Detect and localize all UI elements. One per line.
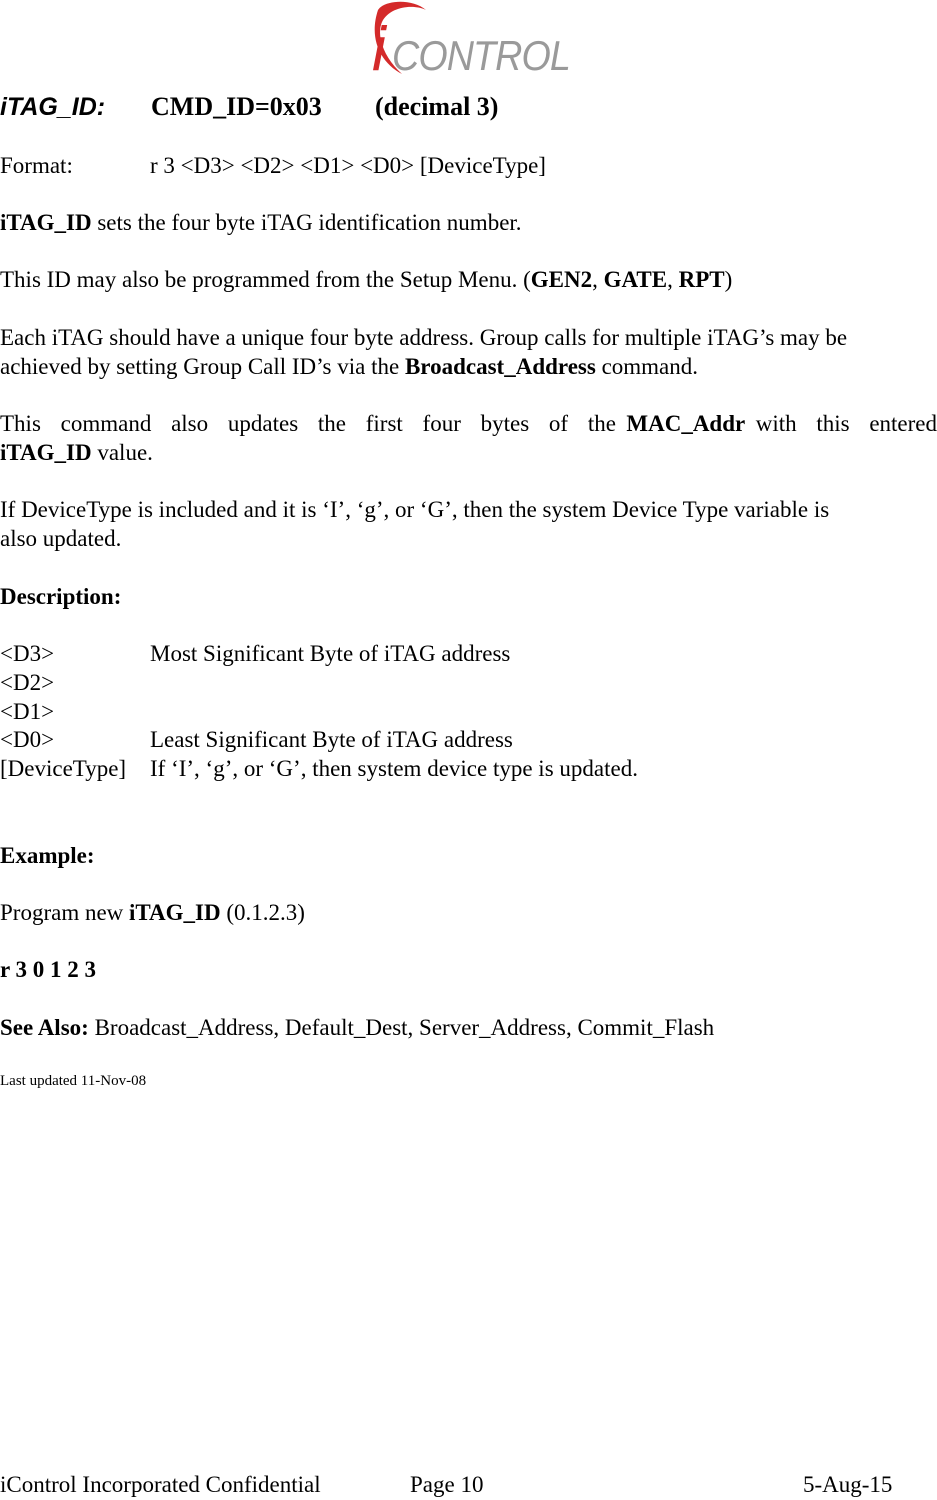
mac-line2-bold: iTAG_ID	[0, 440, 92, 465]
icontrol-logo	[364, 0, 574, 88]
description-key: <D0>	[0, 727, 55, 752]
mac-line1-wrap	[0, 409, 937, 438]
mac-line2-post: value.	[91, 440, 153, 465]
setup-sep1: ,	[592, 267, 604, 292]
footer-company: iControl Incorporated Confidential	[0, 1472, 321, 1497]
example-line-bold: iTAG_ID	[129, 900, 221, 925]
format-label: Format:	[0, 153, 73, 178]
setup-paragraph	[0, 265, 732, 294]
unique-line1: Each iTAG should have a unique four byte address. Group calls for multiple iTAG’s may be	[0, 325, 848, 350]
mac-line1-pre: This command also updates the first four bytes of the	[0, 411, 616, 436]
setup-rpt: RPT	[678, 267, 725, 292]
setup-gate: GATE	[603, 267, 668, 292]
unique-line2	[0, 352, 698, 381]
description-key: <D3>	[0, 641, 55, 666]
description-heading: Description:	[0, 584, 122, 609]
last-updated: Last updated 11-Nov-08	[0, 1073, 147, 1089]
icontrol-logo-graphic	[364, 0, 574, 88]
see-also-label: See Also:	[0, 1015, 89, 1040]
unique-line2-pre: achieved by setting Group Call ID’s via the	[0, 354, 405, 379]
intro-text: sets the four byte iTAG identification number.	[91, 210, 522, 235]
description-key: <D1>	[0, 699, 55, 724]
example-line-post: (0.1.2.3)	[220, 900, 305, 925]
example-line-pre: Program new	[0, 900, 130, 925]
example-heading: Example:	[0, 843, 95, 868]
description-key: <D2>	[0, 670, 55, 695]
mac-line2	[0, 438, 153, 467]
command-name: iTAG_ID	[0, 93, 97, 121]
example-command: r 3 0 1 2 3	[0, 957, 97, 982]
command-decimal: (decimal 3)	[375, 92, 499, 121]
command-colon: :	[96, 93, 106, 121]
description-value: If ‘I’, ‘g’, or ‘G’, then system device type is updated.	[150, 756, 638, 781]
unique-line2-post: command.	[595, 354, 699, 379]
logo-letter-i: i	[372, 15, 386, 84]
description-value: Least Significant Byte of iTAG address	[150, 727, 513, 752]
see-also	[0, 1013, 714, 1042]
devicetype-line1: If DeviceType is included and it is ‘I’, ‘g’, or ‘G’, then the system Device Type variable is	[0, 497, 830, 522]
format-value: r 3 <D3> <D2> <D1> <D0> [DeviceType]	[150, 153, 546, 178]
description-value: Most Significant Byte of iTAG address	[150, 641, 511, 666]
mac-line1	[0, 409, 937, 438]
devicetype-line2: also updated.	[0, 526, 122, 551]
logo-wordmark: CONTROL	[392, 32, 570, 79]
unique-line2-bold: Broadcast_Address	[404, 354, 596, 379]
footer-page-number: Page 10	[410, 1472, 484, 1497]
description-key: [DeviceType]	[0, 756, 127, 781]
intro-paragraph	[0, 208, 522, 237]
command-heading	[0, 89, 499, 125]
intro-bold: iTAG_ID	[0, 210, 92, 235]
mac-line1-post: with this entered	[755, 411, 937, 436]
setup-sep2: ,	[667, 267, 679, 292]
see-also-text: Broadcast_Address, Default_Dest, Server_Address, Commit_Flash	[88, 1015, 715, 1040]
footer-date: 5-Aug-15	[803, 1472, 893, 1497]
setup-text: This ID may also be programmed from the Setup Menu. (	[0, 267, 531, 292]
example-line	[0, 898, 305, 927]
setup-close: )	[724, 267, 733, 292]
setup-gen2: GEN2	[530, 267, 593, 292]
command-id: CMD_ID=0x03	[151, 92, 322, 121]
mac-line1-bold: MAC_Addr	[626, 411, 746, 436]
